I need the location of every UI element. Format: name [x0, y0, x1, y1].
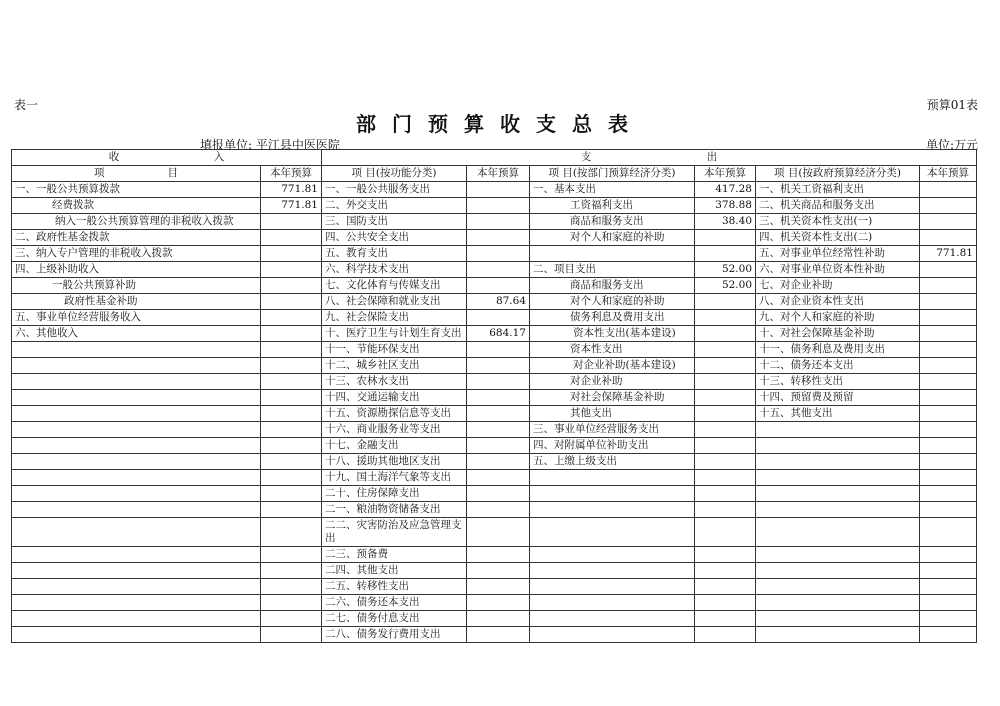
income-item-cell	[12, 518, 261, 547]
income-budget-cell	[261, 627, 322, 643]
table-row	[12, 611, 977, 627]
page-title: 部门预算收支总表	[356, 112, 644, 136]
government-budget-cell	[920, 470, 977, 486]
income-budget-cell	[261, 579, 322, 595]
table-row	[12, 310, 977, 326]
government-budget-cell	[920, 230, 977, 246]
government-item-cell: 十四、预留费及预留	[756, 390, 920, 406]
function-item-cell: 二五、转移性支出	[322, 579, 467, 595]
economic-budget-cell: 52.00	[695, 278, 756, 294]
income-item-cell	[12, 422, 261, 438]
government-item-cell: 六、对事业单位资本性补助	[756, 262, 920, 278]
function-budget-cell	[467, 198, 530, 214]
function-item-cell: 十、医疗卫生与计划生育支出	[322, 326, 467, 342]
income-item-header: 项 目	[12, 166, 261, 182]
government-budget-cell	[920, 278, 977, 294]
expense-group-header: 支 出	[322, 150, 977, 166]
government-budget-cell	[920, 518, 977, 547]
function-item-cell: 一、一般公共服务支出	[322, 182, 467, 198]
income-budget-cell	[261, 547, 322, 563]
income-item-cell	[12, 438, 261, 454]
function-budget-cell	[467, 611, 530, 627]
government-item-cell	[756, 438, 920, 454]
government-budget-cell	[920, 262, 977, 278]
government-item-cell: 十、对社会保障基金补助	[756, 326, 920, 342]
economic-item-cell: 对社会保障基金补助	[530, 390, 695, 406]
government-item-cell: 一、机关工资福利支出	[756, 182, 920, 198]
income-budget-cell	[261, 406, 322, 422]
income-budget-cell	[261, 390, 322, 406]
economic-budget-cell	[695, 454, 756, 470]
economic-budget-cell	[695, 438, 756, 454]
economic-item-cell: 二、项目支出	[530, 262, 695, 278]
function-item-cell: 六、科学技术支出	[322, 262, 467, 278]
government-item-cell: 十一、债务利息及费用支出	[756, 342, 920, 358]
economic-item-cell: 对企业补助	[530, 374, 695, 390]
economic-budget-cell: 38.40	[695, 214, 756, 230]
economic-item-cell	[530, 627, 695, 643]
income-item-cell: 一般公共预算补助	[12, 278, 261, 294]
function-budget-cell	[467, 627, 530, 643]
income-item-cell	[12, 374, 261, 390]
government-item-cell: 八、对企业资本性支出	[756, 294, 920, 310]
income-item-cell	[12, 342, 261, 358]
government-budget-header: 本年预算	[920, 166, 977, 182]
government-item-cell	[756, 422, 920, 438]
income-item-cell	[12, 563, 261, 579]
income-budget-cell	[261, 310, 322, 326]
economic-budget-cell	[695, 294, 756, 310]
function-budget-cell	[467, 246, 530, 262]
economic-budget-cell	[695, 502, 756, 518]
government-budget-cell	[920, 627, 977, 643]
function-item-cell: 二四、其他支出	[322, 563, 467, 579]
function-budget-cell	[467, 422, 530, 438]
government-budget-cell	[920, 438, 977, 454]
table-body	[12, 182, 977, 643]
income-budget-cell	[261, 611, 322, 627]
function-item-cell: 十三、农林水支出	[322, 374, 467, 390]
economic-item-header: 项 目(按部门预算经济分类)	[530, 166, 695, 182]
government-item-cell: 二、机关商品和服务支出	[756, 198, 920, 214]
government-item-cell: 七、对企业补助	[756, 278, 920, 294]
income-item-cell: 六、其他收入	[12, 326, 261, 342]
table-row	[12, 518, 977, 547]
government-item-cell	[756, 627, 920, 643]
income-budget-cell	[261, 294, 322, 310]
function-budget-cell: 684.17	[467, 326, 530, 342]
function-item-cell: 四、公共安全支出	[322, 230, 467, 246]
government-budget-cell	[920, 310, 977, 326]
income-group-header: 收 入	[12, 150, 322, 166]
function-item-cell: 十五、资源勘探信息等支出	[322, 406, 467, 422]
income-item-cell: 二、政府性基金拨款	[12, 230, 261, 246]
economic-item-cell	[530, 486, 695, 502]
government-item-cell	[756, 470, 920, 486]
function-budget-cell	[467, 310, 530, 326]
income-budget-cell	[261, 326, 322, 342]
government-budget-cell	[920, 454, 977, 470]
government-budget-cell	[920, 342, 977, 358]
function-item-cell: 三、国防支出	[322, 214, 467, 230]
currency-unit: 单位:万元	[925, 138, 978, 152]
function-budget-cell	[467, 518, 530, 547]
income-item-cell: 一、一般公共预算拨款	[12, 182, 261, 198]
function-budget-cell	[467, 579, 530, 595]
income-item-cell: 经费拨款	[12, 198, 261, 214]
income-budget-cell	[261, 262, 322, 278]
income-budget-cell	[261, 595, 322, 611]
function-budget-cell	[467, 595, 530, 611]
income-item-cell	[12, 595, 261, 611]
economic-item-cell: 资本性支出	[530, 342, 695, 358]
function-item-cell: 二三、预备费	[322, 547, 467, 563]
government-item-cell: 四、机关资本性支出(二)	[756, 230, 920, 246]
income-budget-cell	[261, 230, 322, 246]
income-item-cell	[12, 627, 261, 643]
income-item-cell	[12, 502, 261, 518]
economic-item-cell: 对个人和家庭的补助	[530, 294, 695, 310]
function-budget-cell	[467, 374, 530, 390]
filling-unit: 填报单位: 平江县中医医院	[200, 138, 340, 152]
function-item-cell: 二一、粮油物资储备支出	[322, 502, 467, 518]
income-budget-cell	[261, 374, 322, 390]
income-item-cell	[12, 470, 261, 486]
economic-item-cell: 商品和服务支出	[530, 214, 695, 230]
government-item-header: 项 目(按政府预算经济分类)	[756, 166, 920, 182]
function-item-cell: 十四、交通运输支出	[322, 390, 467, 406]
table-row	[12, 438, 977, 454]
economic-budget-cell	[695, 406, 756, 422]
table-row	[12, 595, 977, 611]
budget-table	[11, 149, 977, 643]
economic-budget-cell	[695, 547, 756, 563]
table-row	[12, 198, 977, 214]
income-budget-cell	[261, 518, 322, 547]
function-budget-cell	[467, 262, 530, 278]
economic-budget-cell	[695, 579, 756, 595]
function-budget-cell	[467, 278, 530, 294]
function-budget-cell	[467, 406, 530, 422]
function-item-cell: 八、社会保障和就业支出	[322, 294, 467, 310]
function-item-cell: 二、外交支出	[322, 198, 467, 214]
government-item-cell	[756, 502, 920, 518]
government-budget-cell: 771.81	[920, 246, 977, 262]
economic-item-cell	[530, 547, 695, 563]
government-item-cell	[756, 611, 920, 627]
economic-item-cell: 五、上缴上级支出	[530, 454, 695, 470]
income-budget-cell	[261, 470, 322, 486]
table-row	[12, 486, 977, 502]
government-budget-cell	[920, 611, 977, 627]
government-budget-cell	[920, 294, 977, 310]
economic-item-cell	[530, 595, 695, 611]
government-budget-cell	[920, 486, 977, 502]
economic-budget-cell	[695, 627, 756, 643]
function-budget-cell	[467, 470, 530, 486]
income-item-cell	[12, 390, 261, 406]
economic-item-cell: 对个人和家庭的补助	[530, 230, 695, 246]
income-item-cell	[12, 406, 261, 422]
function-budget-cell	[467, 502, 530, 518]
economic-item-cell	[530, 518, 695, 547]
income-item-cell	[12, 486, 261, 502]
economic-budget-cell: 378.88	[695, 198, 756, 214]
economic-budget-header: 本年预算	[695, 166, 756, 182]
form-code: 预算01表	[926, 98, 978, 112]
function-budget-header: 本年预算	[467, 166, 530, 182]
income-budget-cell	[261, 486, 322, 502]
function-item-cell: 十一、节能环保支出	[322, 342, 467, 358]
table-row	[12, 390, 977, 406]
function-budget-cell	[467, 182, 530, 198]
government-budget-cell	[920, 374, 977, 390]
economic-budget-cell	[695, 230, 756, 246]
income-budget-cell	[261, 278, 322, 294]
income-item-cell	[12, 611, 261, 627]
function-item-cell: 五、教育支出	[322, 246, 467, 262]
function-item-cell: 二二、灾害防治及应急管理支出	[322, 518, 467, 547]
function-budget-cell	[467, 214, 530, 230]
table-row	[12, 563, 977, 579]
income-item-cell	[12, 358, 261, 374]
government-budget-cell	[920, 595, 977, 611]
table-row	[12, 547, 977, 563]
government-budget-cell	[920, 563, 977, 579]
income-budget-cell	[261, 502, 322, 518]
form-number: 表一	[14, 98, 39, 112]
economic-budget-cell	[695, 358, 756, 374]
economic-item-cell	[530, 246, 695, 262]
government-budget-cell	[920, 214, 977, 230]
table-row	[12, 182, 977, 198]
table-row	[12, 579, 977, 595]
income-item-cell	[12, 454, 261, 470]
economic-item-cell	[530, 470, 695, 486]
income-budget-cell	[261, 454, 322, 470]
economic-budget-cell	[695, 563, 756, 579]
economic-budget-cell	[695, 595, 756, 611]
government-item-cell	[756, 486, 920, 502]
table-row	[12, 627, 977, 643]
government-item-cell	[756, 454, 920, 470]
economic-budget-cell	[695, 470, 756, 486]
government-budget-cell	[920, 390, 977, 406]
function-budget-cell	[467, 358, 530, 374]
column-header-row	[12, 166, 977, 182]
function-item-cell: 二六、债务还本支出	[322, 595, 467, 611]
table-row	[12, 326, 977, 342]
income-item-cell	[12, 547, 261, 563]
economic-item-cell: 三、事业单位经营服务支出	[530, 422, 695, 438]
group-header-row	[12, 150, 977, 166]
economic-budget-cell	[695, 611, 756, 627]
function-item-cell: 十八、援助其他地区支出	[322, 454, 467, 470]
table-row	[12, 358, 977, 374]
government-item-cell	[756, 563, 920, 579]
government-budget-cell	[920, 326, 977, 342]
government-item-cell: 十二、债务还本支出	[756, 358, 920, 374]
government-item-cell: 九、对个人和家庭的补助	[756, 310, 920, 326]
function-budget-cell: 87.64	[467, 294, 530, 310]
economic-item-cell: 对企业补助(基本建设)	[530, 358, 695, 374]
economic-budget-cell	[695, 518, 756, 547]
function-budget-cell	[467, 230, 530, 246]
function-item-cell: 十九、国土海洋气象等支出	[322, 470, 467, 486]
economic-budget-cell	[695, 310, 756, 326]
function-budget-cell	[467, 454, 530, 470]
income-budget-cell	[261, 214, 322, 230]
function-item-cell: 二十、住房保障支出	[322, 486, 467, 502]
economic-item-cell	[530, 563, 695, 579]
table-row	[12, 470, 977, 486]
government-item-cell	[756, 579, 920, 595]
government-budget-cell	[920, 579, 977, 595]
function-budget-cell	[467, 486, 530, 502]
economic-item-cell: 资本性支出(基本建设)	[530, 326, 695, 342]
function-budget-cell	[467, 342, 530, 358]
income-budget-cell	[261, 342, 322, 358]
table-row	[12, 342, 977, 358]
economic-item-cell	[530, 611, 695, 627]
government-budget-cell	[920, 547, 977, 563]
income-budget-cell: 771.81	[261, 198, 322, 214]
function-budget-cell	[467, 390, 530, 406]
income-budget-cell	[261, 438, 322, 454]
income-budget-cell	[261, 422, 322, 438]
economic-budget-cell: 52.00	[695, 262, 756, 278]
economic-budget-cell	[695, 486, 756, 502]
economic-item-cell: 四、对附属单位补助支出	[530, 438, 695, 454]
income-budget-cell: 771.81	[261, 182, 322, 198]
government-item-cell	[756, 518, 920, 547]
economic-budget-cell: 417.28	[695, 182, 756, 198]
economic-item-cell: 商品和服务支出	[530, 278, 695, 294]
function-item-cell: 二八、债务发行费用支出	[322, 627, 467, 643]
function-budget-cell	[467, 438, 530, 454]
income-item-cell: 政府性基金补助	[12, 294, 261, 310]
economic-item-cell: 其他支出	[530, 406, 695, 422]
table-row	[12, 294, 977, 310]
economic-item-cell: 债务利息及费用支出	[530, 310, 695, 326]
economic-budget-cell	[695, 390, 756, 406]
government-budget-cell	[920, 182, 977, 198]
economic-budget-cell	[695, 246, 756, 262]
function-item-header: 项 目(按功能分类)	[322, 166, 467, 182]
income-budget-cell	[261, 358, 322, 374]
income-item-cell	[12, 579, 261, 595]
income-budget-cell	[261, 563, 322, 579]
economic-item-cell	[530, 502, 695, 518]
economic-budget-cell	[695, 342, 756, 358]
government-budget-cell	[920, 406, 977, 422]
function-item-cell: 十七、金融支出	[322, 438, 467, 454]
income-item-cell: 纳入一般公共预算管理的非税收入拨款	[12, 214, 261, 230]
function-item-cell: 二七、债务付息支出	[322, 611, 467, 627]
government-item-cell: 五、对事业单位经常性补助	[756, 246, 920, 262]
function-budget-cell	[467, 547, 530, 563]
table-row	[12, 502, 977, 518]
economic-item-cell: 工资福利支出	[530, 198, 695, 214]
table-row	[12, 422, 977, 438]
table-row	[12, 230, 977, 246]
government-budget-cell	[920, 358, 977, 374]
table-row	[12, 374, 977, 390]
income-budget-cell	[261, 246, 322, 262]
economic-budget-cell	[695, 374, 756, 390]
government-item-cell: 十五、其他支出	[756, 406, 920, 422]
table-row	[12, 454, 977, 470]
income-item-cell: 五、事业单位经营服务收入	[12, 310, 261, 326]
table-row	[12, 262, 977, 278]
government-item-cell	[756, 547, 920, 563]
government-item-cell	[756, 595, 920, 611]
economic-budget-cell	[695, 326, 756, 342]
function-item-cell: 十二、城乡社区支出	[322, 358, 467, 374]
government-budget-cell	[920, 502, 977, 518]
income-budget-header: 本年预算	[261, 166, 322, 182]
function-item-cell: 九、社会保险支出	[322, 310, 467, 326]
government-budget-cell	[920, 198, 977, 214]
economic-item-cell	[530, 579, 695, 595]
economic-budget-cell	[695, 422, 756, 438]
government-item-cell: 十三、转移性支出	[756, 374, 920, 390]
income-item-cell: 四、上级补助收入	[12, 262, 261, 278]
function-item-cell: 七、文化体育与传媒支出	[322, 278, 467, 294]
table-row	[12, 246, 977, 262]
function-item-cell: 十六、商业服务业等支出	[322, 422, 467, 438]
income-item-cell: 三、纳入专户管理的非税收入拨款	[12, 246, 261, 262]
function-budget-cell	[467, 563, 530, 579]
government-item-cell: 三、机关资本性支出(一)	[756, 214, 920, 230]
table-row	[12, 214, 977, 230]
table-row	[12, 406, 977, 422]
economic-item-cell: 一、基本支出	[530, 182, 695, 198]
table-row	[12, 278, 977, 294]
government-budget-cell	[920, 422, 977, 438]
